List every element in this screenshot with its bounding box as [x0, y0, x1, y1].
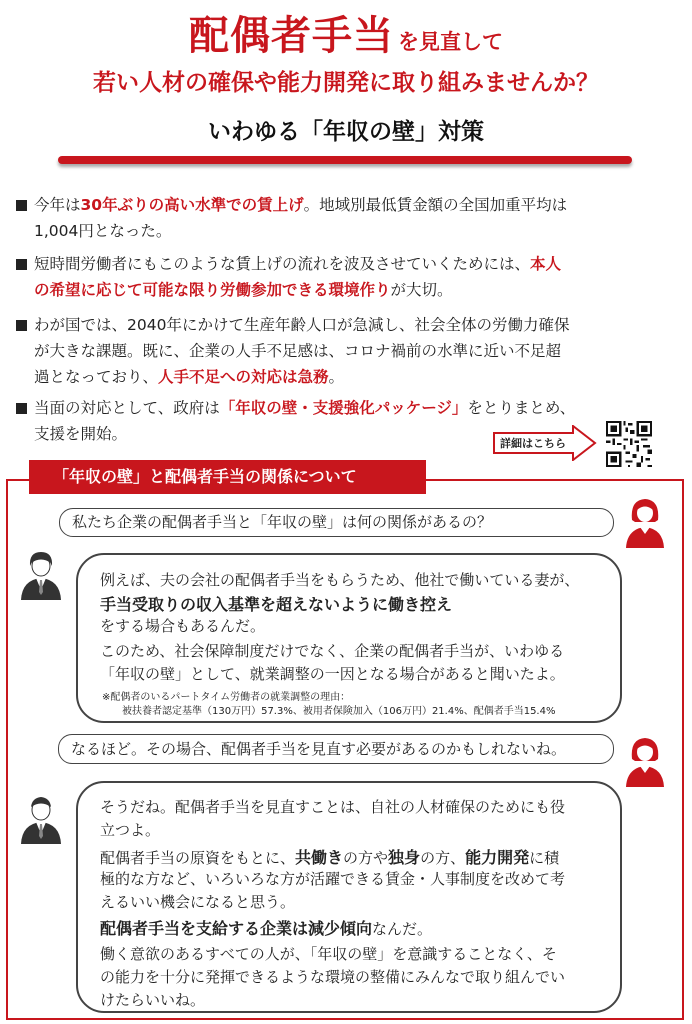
question-text: なるほど。その場合、配偶者手当を見直す必要があるのかもしれないね。	[71, 740, 567, 758]
answer-text: の能力を十分に発揮できるような環境の整備にみんなで取り組んでい	[100, 968, 566, 986]
answer-text: 立つよ。	[100, 821, 161, 839]
title-heading	[0, 4, 692, 61]
woman-avatar-icon	[622, 735, 668, 787]
title-subheading: 若い人材の確保や能力開発に取り組みませんか？	[93, 70, 599, 96]
bullet-square-icon	[16, 320, 27, 331]
man-avatar-icon	[18, 792, 64, 844]
answer-text: 配偶者手当を支給する企業は減少傾向なんだ。	[100, 919, 433, 938]
question-bubble	[58, 734, 614, 764]
answer-text-bold: 手当受取りの収入基準を超えないように働き控え	[100, 595, 453, 614]
answer-text: 例えば、夫の会社の配偶者手当をもらうため、他社で働いている妻が、	[100, 571, 580, 589]
answer-text: そうだね。配偶者手当を見直すことは、自社の人材確保のためにも役	[100, 798, 566, 816]
bullet-item: 当面の対応として、政府は「年収の壁・支援強化パッケージ」をとりまとめ、 支援を開始。	[16, 395, 680, 447]
woman-avatar-icon	[622, 496, 668, 548]
answer-text: けたらいいね。	[100, 991, 206, 1009]
man-avatar-icon	[18, 548, 64, 600]
bullet-square-icon	[16, 403, 27, 414]
detail-link[interactable]: 詳細はこちら	[500, 437, 566, 450]
section-header: 「年収の壁」と配偶者手当の関係について	[29, 460, 426, 494]
question-text: 私たち企業の配偶者手当と「年収の壁」は何の関係があるの？	[72, 513, 493, 531]
bullet-item: わが国では、2040年にかけて生産年齢人口が急減し、社会全体の労働力確保 が大きな課題。既に、企業の人手不足感は、コロナ禍前の水準に近い不足超 過となっており、人手不足への対応は急務。	[16, 312, 680, 390]
answer-text: をする場合もあるんだ。	[100, 617, 266, 635]
bullet-item: 短時間労働者にもこのような賃上げの流れを波及させていくためには、本人 の希望に応じて可能な限り労働参加できる環境作りが大切。	[16, 251, 680, 303]
answer-text: えるいい機会になると思う。	[100, 893, 296, 911]
answer-text: 極的な方など、いろいろな方が活躍できる賃金・人事制度を改めて考	[100, 870, 566, 888]
qr-code-icon[interactable]	[606, 421, 652, 467]
answer-text: 配偶者手当の原資をもとに、共働きの方や独身の方、能力開発に積	[100, 848, 560, 867]
question-bubble	[59, 508, 614, 537]
answer-text: 働く意欲のあるすべての人が、「年収の壁」を意識することなく、そ	[100, 945, 557, 963]
answer-text: 「年収の壁」として、就業調整の一因となる場合があると聞いたよ。	[100, 665, 565, 683]
footnote: ※配偶者のいるパートタイム労働者の就業調整の理由：	[102, 692, 351, 703]
bullet-item: 今年は30年ぶりの高い水準での賃上げ。地域別最低賃金額の全国加重平均は 1,004円となった。	[16, 192, 680, 244]
answer-bubble	[76, 553, 622, 723]
answer-bubble	[76, 781, 622, 1013]
bullet-square-icon	[16, 200, 27, 211]
footnote: 被扶養者認定基準（130万円）57.3%、被用者保険加入（106万円）21.4%、配偶者手当15.4%	[122, 706, 556, 717]
title-suffix: を見直して	[398, 30, 503, 54]
answer-text: このため、社会保障制度だけでなく、企業の配偶者手当が、いわゆる	[100, 642, 565, 660]
title-main: 配偶者手当	[189, 13, 394, 59]
title-divider	[58, 156, 632, 164]
bullet-square-icon	[16, 259, 27, 270]
title-tagline: いわゆる「年収の壁」対策	[208, 119, 484, 145]
